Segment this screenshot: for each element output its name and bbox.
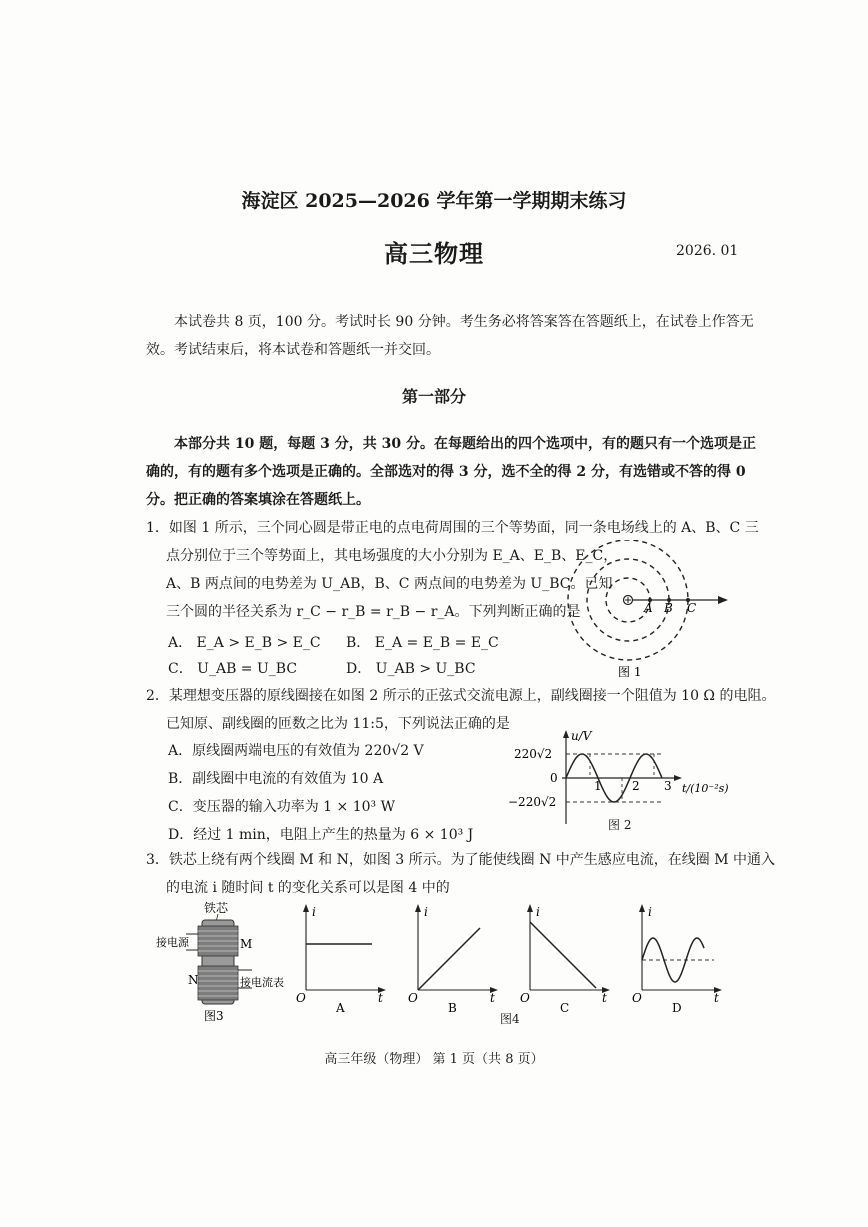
graph-a [296, 904, 386, 1015]
part-intro-line-2: 确的，有的题有多个选项是正确的。全部选对的得 3 分，选不全的得 2 分，有选错或不答的得 0 [146, 464, 746, 480]
figure-1-concentric-circles [556, 540, 736, 682]
q1-line-4: 三个圆的半径关系为 r_C − r_B = r_B − r_A。下列判断正确的是 [166, 604, 581, 620]
figure-4-caption: 图4 [500, 1012, 520, 1026]
exam-title: 海淀区 2025—2026 学年第一学期期末练习 [241, 190, 627, 212]
graph-c-origin: O [520, 991, 530, 1005]
figure-2-caption: 图 2 [608, 818, 632, 832]
graph-b-rising-current [418, 928, 480, 990]
exam-date: 2026. 01 [676, 243, 739, 259]
graph-d [632, 904, 722, 1015]
instructions-line-1: 本试卷共 8 页，100 分。考试时长 90 分钟。考生务必将答案答在答题纸上，在试卷上作答无 [174, 314, 754, 330]
graph-b-t-label: t [490, 991, 495, 1005]
q3-line-1: 3．铁芯上绕有两个线圈 M 和 N，如图 3 所示。为了能使线圈 N 中产生感应电流，在线圈 M 中通入 [146, 852, 776, 868]
y-zero-label: 0 [550, 771, 558, 785]
q2-option-d: D．经过 1 min，电阻上产生的热量为 6 × 10³ J [168, 827, 474, 843]
graph-c-falling-current [530, 922, 596, 988]
q1-line-2: 点分别位于三个等势面上，其电场强度的大小分别为 E_A、E_B、E_C， [166, 548, 618, 564]
q2-line-2: 已知原、副线圈的匝数之比为 11:5，下列说法正确的是 [166, 716, 510, 732]
graph-b-label: B [448, 1001, 457, 1015]
part-heading: 第一部分 [401, 387, 466, 406]
graph-d-label: D [672, 1001, 682, 1015]
x-tick-2: 2 [632, 779, 640, 793]
graph-c-i-label: i [536, 905, 540, 919]
q2-option-a: A．原线圈两端电压的有效值为 220√2 V [168, 743, 424, 759]
figure-1-caption: 图 1 [618, 665, 642, 679]
subject-title: 高三物理 [384, 239, 484, 268]
graph-c [520, 904, 610, 1015]
coil-m [198, 926, 238, 956]
graph-d-origin: O [632, 991, 642, 1005]
instructions-line-2: 效。考试结束后，将本试卷和答题纸一并交回。 [146, 342, 440, 358]
coil-n [198, 966, 238, 1000]
field-arrow-icon [718, 596, 728, 604]
graph-c-label: C [560, 1001, 570, 1015]
figure-3-iron-core [156, 900, 296, 1026]
q1-option-d: D． U_AB > U_BC [346, 661, 476, 677]
y-max-label: 220√2 [514, 747, 553, 761]
u-axis-label: u/V [571, 729, 592, 743]
figure-4-current-graphs [292, 900, 728, 1026]
part-intro-line-3: 分。把正确的答案填涂在答题纸上。 [146, 492, 370, 508]
figure-3-caption: 图3 [204, 1009, 224, 1023]
q2-line-1: 2．某理想变压器的原线圈接在如图 2 所示的正弦式交流电源上，副线圈接一个阻值为 10 Ω 的电阻。 [146, 688, 776, 704]
coil-m-label: M [240, 937, 253, 951]
q3-line-2: 的电流 i 随时间 t 的变化关系可以是图 4 中的 [166, 880, 450, 896]
graph-d-t-label: t [714, 991, 719, 1005]
q1-line-3: A、B 两点间的电势差为 U_AB，B、C 两点间的电势差为 U_BC。已知 [166, 576, 613, 592]
page-footer: 高三年级（物理） 第 1 页（共 8 页） [324, 1052, 544, 1067]
x-tick-1: 1 [594, 779, 602, 793]
y-min-label: −220√2 [508, 795, 557, 809]
q1-line-1: 1．如图 1 所示，三个同心圆是带正电的点电荷周围的三个等势面，同一条电场线上的 A、B、C 三 [146, 520, 759, 536]
point-c-label: C [687, 601, 697, 615]
iron-core-label: 铁芯 [204, 901, 229, 915]
graph-d-i-label: i [648, 905, 652, 919]
x-tick-3: 3 [664, 779, 672, 793]
q1-option-c: C． U_AB = U_BC [168, 661, 298, 677]
q2-option-c: C．变压器的输入功率为 1 × 10³ W [168, 799, 395, 815]
t-axis-label: t/(10⁻²s) [682, 782, 729, 795]
q1-option-b: B． E_A = E_B = E_C [346, 635, 499, 651]
coil-n-label: N [188, 973, 199, 987]
graph-a-origin: O [296, 991, 306, 1005]
meter-label: 接电流表 [240, 976, 284, 989]
part-intro-line-1: 本部分共 10 题，每题 3 分，共 30 分。在每题给出的四个选项中，有的题只有一个选项是正 [174, 436, 756, 452]
graph-a-i-label: i [312, 905, 316, 919]
graph-a-label: A [336, 1001, 345, 1015]
point-b-label: B [664, 601, 673, 615]
power-label: 接电源 [156, 936, 189, 949]
q1-option-a: A． E_A > E_B > E_C [168, 635, 321, 651]
graph-c-t-label: t [602, 991, 607, 1005]
q2-option-b: B．副线圈中电流的有效值为 10 A [168, 771, 384, 787]
point-a-label: A [644, 601, 653, 615]
graph-b-origin: O [408, 991, 418, 1005]
graph-b-i-label: i [424, 905, 428, 919]
graph-a-t-label: t [378, 991, 383, 1005]
graph-b [408, 904, 498, 1015]
